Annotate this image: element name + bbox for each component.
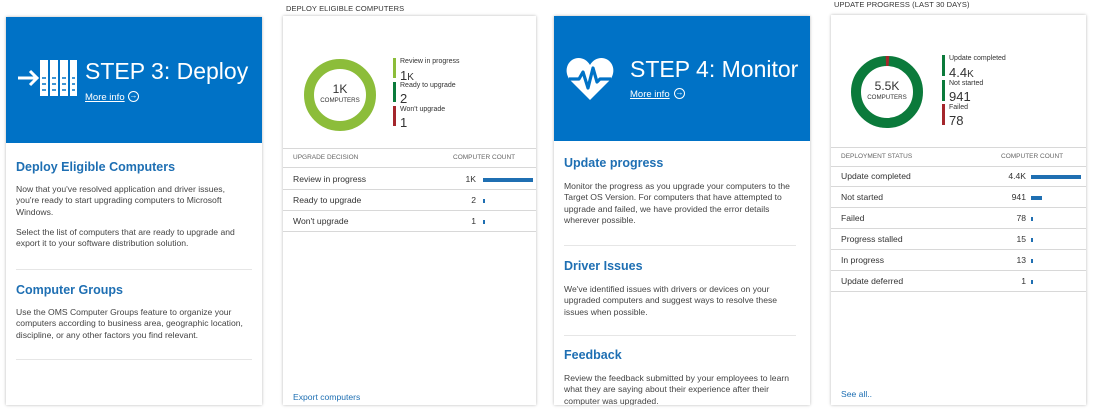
update-progress-panel (831, 15, 1086, 405)
row-bar (483, 178, 533, 182)
step-title: STEP 4: Monitor (630, 56, 799, 82)
section-heading[interactable]: Deploy Eligible Computers (16, 160, 176, 174)
legend-label: Not started (949, 80, 984, 87)
row-value: 4.4K (1008, 171, 1026, 181)
donut-center-value: 1K (332, 82, 348, 96)
section-text: Now that you've resolved application and driver issues, you're ready to start upgrading computers to Microsoft Windows. (16, 184, 225, 217)
section-label: DEPLOY ELIGIBLE COMPUTERS (286, 4, 405, 13)
table-row[interactable] (831, 208, 1086, 229)
section-text: Use the OMS Computer Groups feature to organize your computers according to business area, geographic location, discipline, or any other factors you find relevant. (16, 307, 243, 340)
section-heading[interactable]: Computer Groups (16, 283, 123, 297)
legend-color-bar (942, 80, 945, 101)
legend-label: Failed (949, 104, 969, 111)
section-text: We've identified issues with drivers or devices on your upgraded computers and suggest ways to resolve these issues when possible. (564, 284, 778, 317)
table-row[interactable] (283, 169, 536, 190)
legend-value: 4.4K (949, 65, 974, 80)
table-row[interactable] (831, 271, 1086, 292)
table-row[interactable] (283, 190, 536, 211)
table-row[interactable] (831, 166, 1086, 187)
heart-pulse-icon (565, 56, 615, 102)
column-header: COMPUTER COUNT (453, 154, 516, 161)
legend-color-bar (942, 104, 945, 125)
row-label: Review in progress (293, 174, 367, 184)
column-header: DEPLOYMENT STATUS (841, 153, 913, 160)
see-all-link[interactable]: See all.. (841, 389, 873, 399)
table-row[interactable] (831, 187, 1086, 208)
monitor-hero-tile[interactable] (554, 16, 810, 141)
legend-label: Review in progress (400, 58, 460, 65)
row-value: 1 (471, 216, 476, 226)
row-bar (1031, 238, 1033, 242)
legend-label: Won't upgrade (400, 106, 446, 113)
legend-value: 1 (400, 115, 408, 130)
row-bar (1031, 217, 1033, 221)
export-computers-link[interactable]: Export computers (293, 392, 361, 402)
divider (16, 359, 252, 360)
row-bar (1031, 259, 1033, 263)
deploy-hero-tile[interactable] (6, 17, 262, 143)
row-label: In progress (841, 255, 884, 265)
more-info-link[interactable]: More info (630, 89, 670, 100)
deploy-eligible-panel (283, 16, 536, 405)
column-header: COMPUTER COUNT (1001, 153, 1064, 160)
legend-value: 78 (949, 113, 964, 128)
column-header: UPGRADE DECISION (293, 154, 359, 161)
divider (564, 335, 796, 336)
row-value: 1K (465, 174, 476, 184)
arrow-circle-icon[interactable]: → (129, 91, 138, 100)
deploy-panel (6, 17, 262, 405)
section-label: UPDATE PROGRESS (LAST 30 DAYS) (834, 0, 970, 9)
row-value: 15 (1016, 234, 1026, 244)
table-row[interactable] (831, 229, 1086, 250)
donut-center-caption: COMPUTERS (320, 97, 360, 104)
row-bar (1031, 175, 1081, 179)
row-bar (483, 220, 485, 224)
section-heading[interactable]: Driver Issues (564, 259, 643, 273)
section-text: Select the list of computers that are ready to upgrade and export it to your software distribution solution. (16, 227, 235, 249)
more-info-link[interactable]: More info (85, 92, 125, 103)
legend-label: Update completed (949, 55, 1006, 62)
section-text: Monitor the progress as you upgrade your computers to the Target OS Version. For computers that have attempted to upgrade and failed, we have provided the error details wherever possible. (564, 181, 790, 225)
legend-color-bar (393, 106, 396, 126)
row-value: 1 (1021, 276, 1026, 286)
divider (564, 245, 796, 246)
row-value: 2 (471, 195, 476, 205)
row-bar (483, 199, 485, 203)
step-title: STEP 3: Deploy (85, 58, 249, 84)
table-header (283, 148, 536, 168)
row-label: Progress stalled (841, 234, 903, 244)
row-value: 941 (1011, 192, 1026, 202)
arrow-circle-icon[interactable]: → (675, 88, 684, 97)
row-label: Update deferred (841, 276, 904, 286)
legend-color-bar (393, 82, 396, 102)
section-text: Review the feedback submitted by your employees to learn what they are saying about their experience after their computer was upgraded. (564, 373, 789, 405)
row-label: Update completed (841, 171, 911, 181)
row-label: Failed (841, 213, 865, 223)
row-value: 13 (1016, 255, 1026, 265)
legend-color-bar (393, 58, 396, 78)
row-label: Won't upgrade (293, 216, 349, 226)
row-label: Not started (841, 192, 884, 202)
legend-color-bar (942, 55, 945, 76)
row-bar (1031, 280, 1033, 284)
section-heading[interactable]: Feedback (564, 348, 622, 362)
section-heading[interactable]: Update progress (564, 156, 664, 170)
row-bar (1031, 196, 1042, 200)
table-header (831, 147, 1086, 167)
table-row[interactable] (283, 211, 536, 232)
monitor-panel (554, 16, 810, 405)
row-value: 78 (1016, 213, 1026, 223)
divider (16, 269, 252, 270)
legend-value: 1K (400, 68, 414, 83)
donut-center-value: 5.5K (874, 79, 900, 93)
legend-value: 941 (949, 89, 971, 104)
server-deploy-icon (16, 58, 78, 98)
donut-center-caption: COMPUTERS (867, 94, 907, 101)
table-row[interactable] (831, 250, 1086, 271)
legend-label: Ready to upgrade (400, 82, 456, 89)
row-label: Ready to upgrade (293, 195, 362, 205)
legend-value: 2 (400, 91, 408, 106)
